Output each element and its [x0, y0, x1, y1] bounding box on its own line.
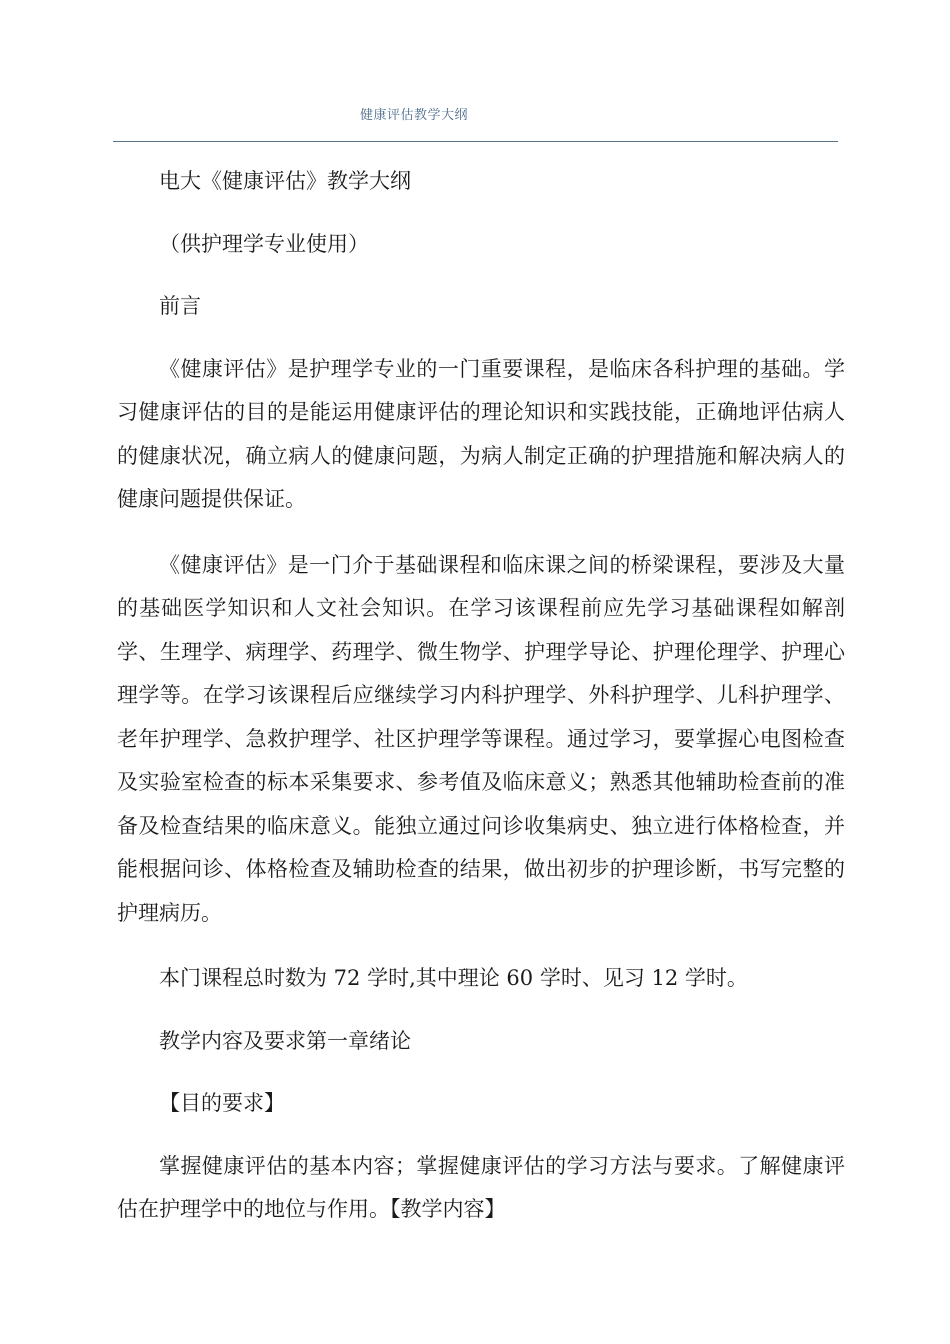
objective-paragraph: 掌握健康评估的基本内容；掌握健康评估的学习方法与要求。了解健康评估在护理学中的地位与作用。【教学内容】	[117, 1153, 845, 1221]
header-divider	[113, 141, 838, 142]
objective-heading: 【目的要求】	[159, 1091, 285, 1115]
document-subtitle: （供护理学专业使用）	[159, 231, 369, 256]
paragraph-2: 《健康评估》是一门介于基础课程和临床课之间的桥梁课程，要涉及大量的基础医学知识和人文社会知识。在学习该课程前应先学习基础课程如解剖学、生理学、病理学、药理学、微生物学、护理学导论、护理伦理学、护理心理学等。在学习该课程后应继续学习内科护理学、外科护理学、儿科护理学、老年护理学、急救护理学、社区护理学等课程。通过学习，要掌握心电图检查及实验室检查的标本采集要求、参考值及临床意义；熟悉其他辅助检查前的准备及检查结果的临床意义。能独立通过问诊收集病史、独立进行体格检查，并能根据问诊、体格检查及辅助检查的结果，做出初步的护理诊断，书写完整的护理病历。	[117, 552, 845, 925]
document-body	[117, 160, 845, 1254]
document-title: 电大《健康评估》教学大纲	[159, 169, 411, 193]
paragraph-1: 《健康评估》是护理学专业的一门重要课程，是临床各科护理的基础。学习健康评估的目的是能运用健康评估的理论知识和实践技能，正确地评估病人的健康状况，确立病人的健康问题，为病人制定正确的护理措施和解决病人的健康问题提供保证。	[117, 356, 845, 511]
course-hours: 本门课程总时数为 72 学时,其中理论 60 学时、见习 12 学时。	[159, 966, 748, 990]
running-header: 健康评估教学大纲	[360, 108, 469, 123]
chapter-heading: 教学内容及要求第一章绪论	[159, 1028, 411, 1053]
preface-heading: 前言	[159, 294, 201, 318]
